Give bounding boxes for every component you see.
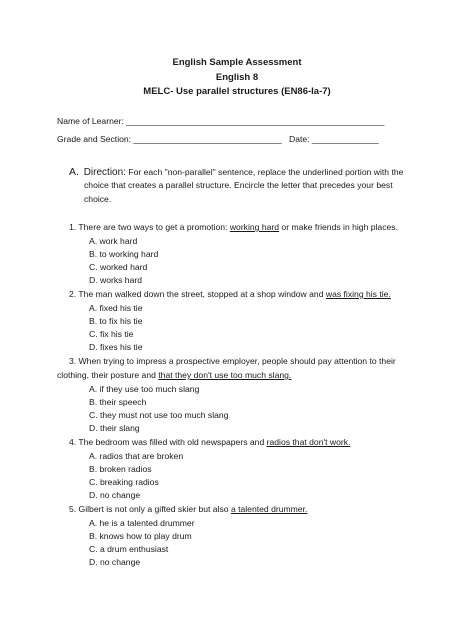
question-3-option-b[interactable]: B. their speech	[89, 397, 147, 407]
question-1-option-c[interactable]: C. worked hard	[89, 262, 148, 272]
grade-section-field: Grade and Section: _______________________________	[57, 134, 282, 144]
question-4-underlined: radios that don't work.	[266, 437, 351, 447]
question-3-line-2	[57, 370, 291, 380]
melc-heading: MELC- Use parallel structures (EN86-Ia-7)	[143, 86, 331, 97]
question-5-underlined: a talented drummer.	[230, 504, 308, 514]
question-3-option-a[interactable]: A. if they use too much slang	[89, 384, 200, 394]
question-1	[69, 222, 398, 232]
direction-label: Direction:	[83, 167, 126, 178]
date-field: Date: ______________	[289, 134, 379, 144]
direction-letter: A.	[69, 166, 79, 178]
question-2-option-d[interactable]: D. fixes his tie	[89, 342, 143, 352]
question-4-option-a[interactable]: A. radios that are broken	[89, 451, 184, 461]
document-title: English Sample Assessment	[172, 57, 302, 68]
question-2	[69, 289, 391, 299]
question-1-text-end: or make friends in high places.	[279, 222, 398, 232]
question-4-option-b[interactable]: B. broken radios	[89, 464, 152, 474]
question-2-text: 2. The man walked down the street, stopped at a shop window and	[69, 289, 326, 299]
question-3-option-c[interactable]: C. they must not use too much slang	[89, 410, 229, 420]
direction-text-1: For each "non-parallel" sentence, replace the underlined portion with the	[128, 167, 404, 177]
question-4	[69, 437, 350, 447]
question-1-underlined: working hard	[229, 222, 280, 232]
question-1-option-b[interactable]: B. to working hard	[89, 249, 159, 259]
question-2-option-a[interactable]: A. fixed his tie	[89, 303, 143, 313]
question-5-option-d[interactable]: D. no change	[89, 557, 141, 567]
question-5-text: 5. Gilbert is not only a gifted skier but also	[69, 504, 231, 514]
question-3-underlined: that they don't use too much slang.	[158, 370, 292, 380]
question-5-option-a[interactable]: A. he is a talented drummer	[89, 518, 195, 528]
question-2-underlined: was fixing his tie.	[325, 289, 391, 299]
direction-text-3: choice.	[84, 194, 112, 204]
question-3-text: 3. When trying to impress a prospective employer, people should pay attention to their	[69, 356, 396, 366]
question-3-text-2: clothing, their posture and	[57, 370, 159, 380]
question-1-text: 1. There are two ways to get a promotion:	[69, 222, 230, 232]
question-1-option-a[interactable]: A. work hard	[89, 236, 138, 246]
direction-text-2: choice that creates a parallel structure. Encircle the letter that precedes your best	[84, 180, 393, 190]
question-5-option-b[interactable]: B. knows how to play drum	[89, 531, 192, 541]
direction-first-line	[69, 166, 403, 178]
learner-name-field: Name of Learner: ______________________________________________________	[57, 116, 385, 126]
question-2-option-c[interactable]: C. fix his tie	[89, 329, 134, 339]
question-5	[69, 504, 307, 514]
question-1-option-d[interactable]: D. works hard	[89, 275, 143, 285]
question-3-option-d[interactable]: D. their slang	[89, 423, 140, 433]
question-4-option-c[interactable]: C. breaking radios	[89, 477, 159, 487]
question-5-option-c[interactable]: C. a drum enthusiast	[89, 544, 169, 554]
document-subtitle: English 8	[215, 72, 259, 83]
question-4-option-d[interactable]: D. no change	[89, 490, 141, 500]
question-2-option-b[interactable]: B. to fix his tie	[89, 316, 143, 326]
question-4-text: 4. The bedroom was filled with old newspapers and	[69, 437, 267, 447]
